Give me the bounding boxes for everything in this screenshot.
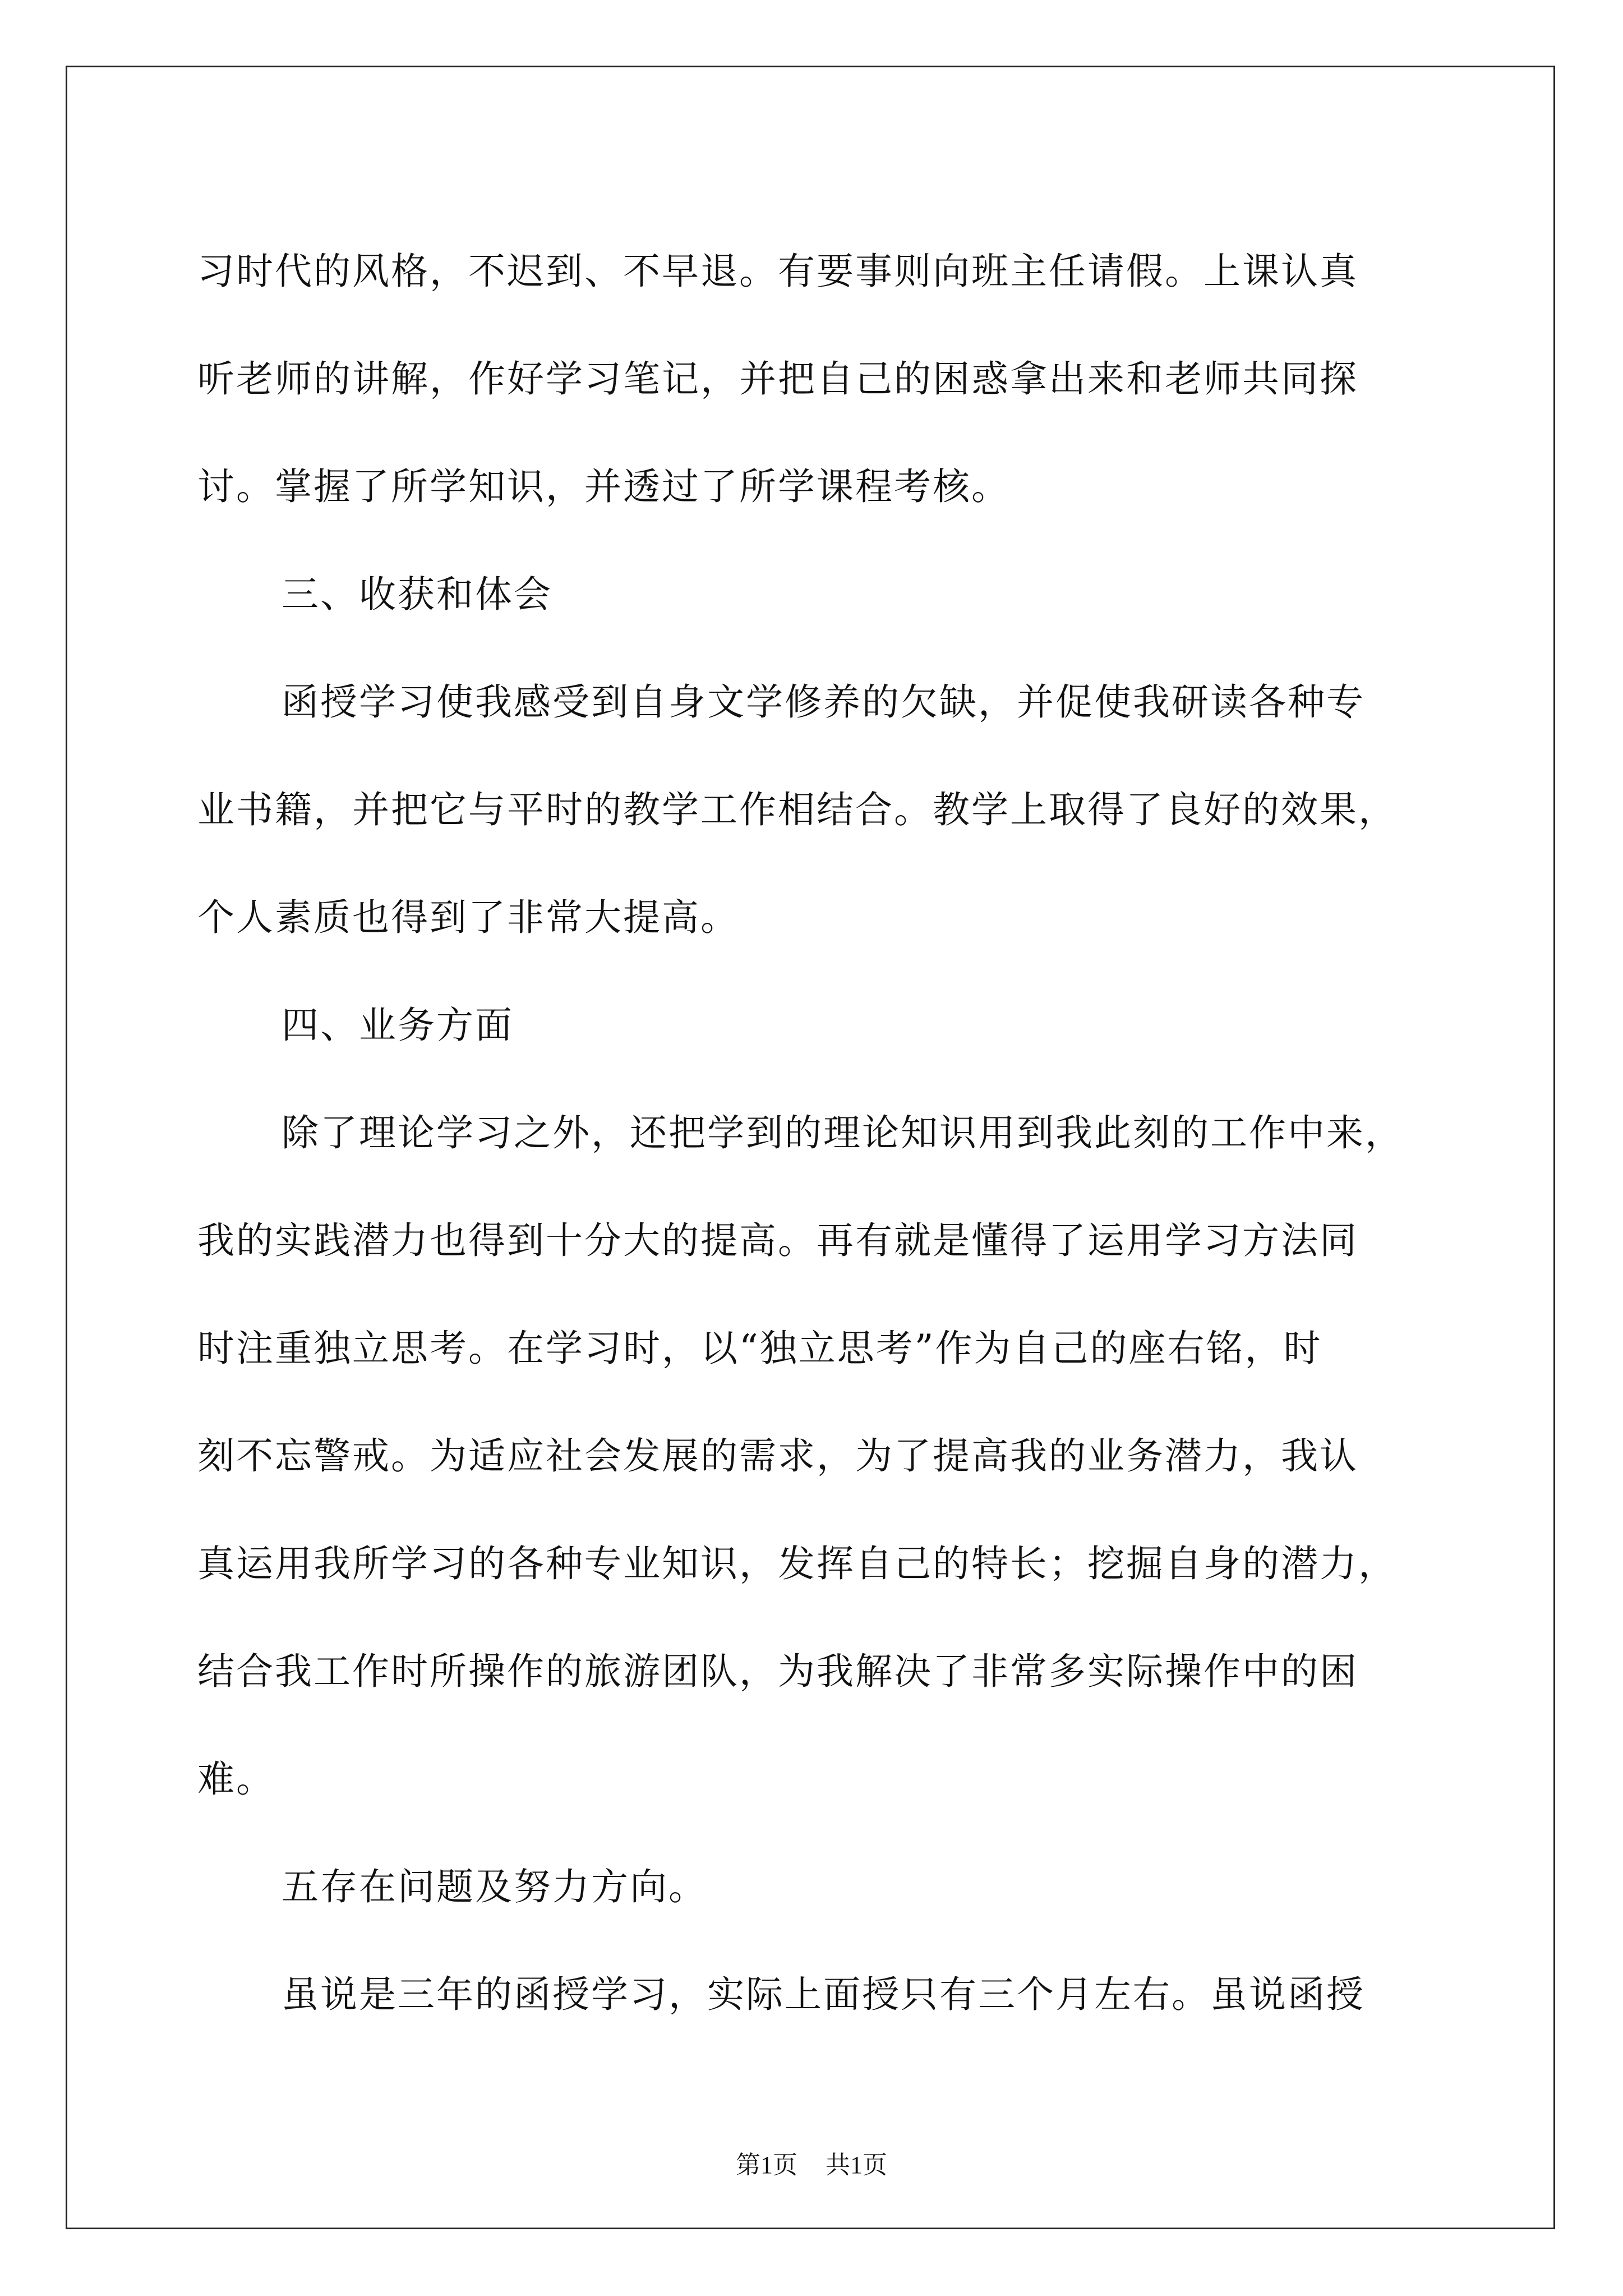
text-line: 真运用我所学习的各种专业知识，发挥自己的特长；挖掘自身的潜力，	[197, 1542, 1397, 1585]
section-heading-3: 三、收获和体会	[282, 573, 552, 616]
text-line: 时注重独立思考。在学习时，以“独立思考”作为自己的座右铭，时	[197, 1327, 1322, 1370]
text-line: 听老师的讲解，作好学习笔记，并把自己的困惑拿出来和老师共同探	[197, 357, 1358, 401]
page-number-total: 共1页	[826, 2151, 887, 2179]
text-line: 除了理论学习之外，还把学到的理论知识用到我此刻的工作中来，	[282, 1111, 1404, 1154]
text-line: 结合我工作时所操作的旅游团队，为我解决了非常多实际操作中的困	[197, 1650, 1358, 1693]
text-line: 刻不忘警戒。为适应社会发展的需求，为了提高我的业务潜力，我认	[197, 1434, 1358, 1478]
text-line: 习时代的风格，不迟到、不早退。有要事则向班主任请假。上课认真	[197, 250, 1358, 293]
text-line: 业书籍，并把它与平时的教学工作相结合。教学上取得了良好的效果，	[197, 788, 1397, 831]
text-line: 虽说是三年的函授学习，实际上面授只有三个月左右。虽说函授	[282, 1973, 1365, 2016]
document-body	[197, 218, 1487, 2049]
section-heading-4: 四、业务方面	[282, 1004, 514, 1047]
text-line: 函授学习使我感受到自身文学修养的欠缺，并促使我研读各种专	[282, 680, 1365, 724]
section-heading-5: 五存在问题及努力方向。	[282, 1865, 707, 1908]
page-footer	[0, 2150, 1623, 2181]
text-line: 难。	[197, 1757, 275, 1801]
page-number-current: 第1页	[736, 2151, 797, 2179]
text-line: 个人素质也得到了非常大提高。	[197, 896, 739, 939]
text-line: 讨。掌握了所学知识，并透过了所学课程考核。	[197, 465, 1010, 508]
text-line: 我的实践潜力也得到十分大的提高。再有就是懂得了运用学习方法同	[197, 1219, 1358, 1262]
